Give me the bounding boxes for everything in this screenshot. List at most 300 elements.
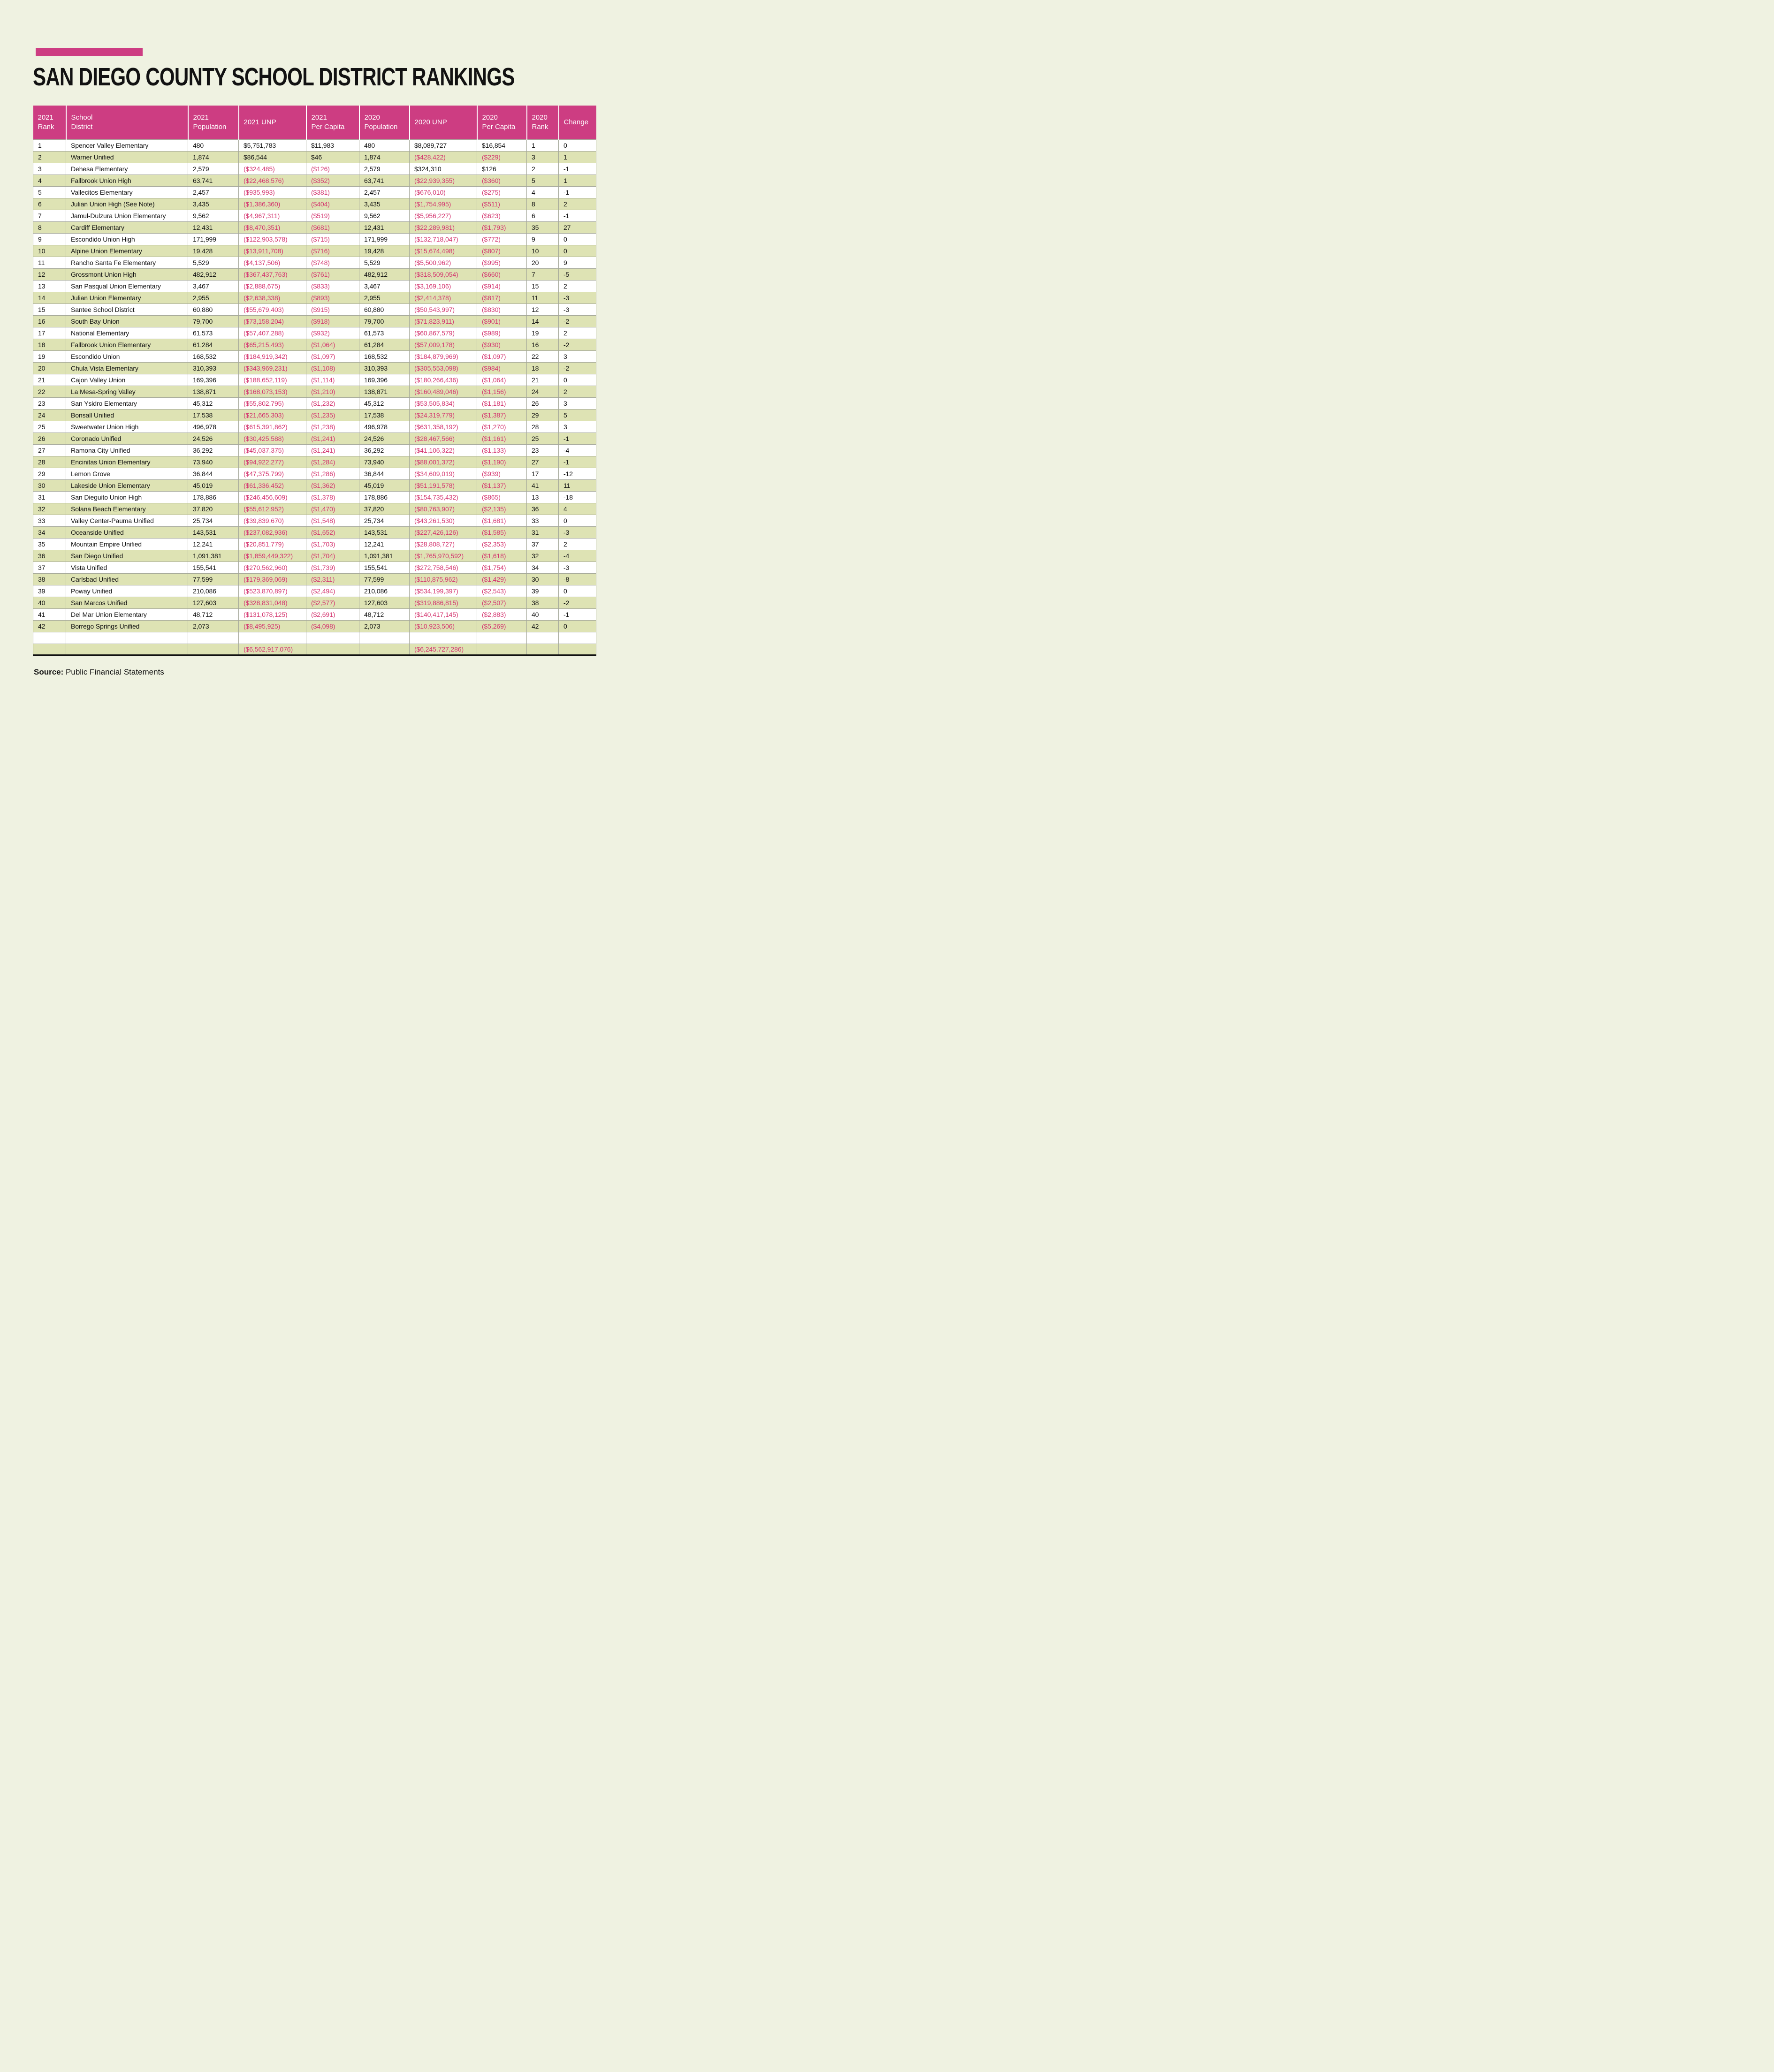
table-cell: 61,573 — [188, 327, 239, 339]
table-cell: 30 — [33, 479, 66, 491]
table-cell: 0 — [559, 245, 596, 257]
table-cell: 169,396 — [188, 374, 239, 386]
table-cell: ($715) — [306, 233, 359, 245]
table-cell: 18 — [33, 339, 66, 350]
table-cell: ($807) — [477, 245, 527, 257]
table-cell: 35 — [33, 538, 66, 550]
table-cell: ($2,883) — [477, 608, 527, 620]
table-cell: ($6,562,917,076) — [239, 644, 306, 655]
table-cell: ($2,888,675) — [239, 280, 306, 292]
table-cell — [66, 632, 188, 644]
table-cell: ($5,500,962) — [410, 257, 477, 268]
table-cell: 34 — [33, 526, 66, 538]
table-cell: ($272,758,546) — [410, 562, 477, 573]
table-cell: -1 — [559, 163, 596, 175]
table-cell: 29 — [33, 468, 66, 479]
table-cell: ($184,919,342) — [239, 350, 306, 362]
spacer-row — [33, 632, 596, 644]
table-cell: 18 — [527, 362, 559, 374]
table-cell: 12 — [33, 268, 66, 280]
table-cell: 178,886 — [359, 491, 410, 503]
table-cell: 7 — [33, 210, 66, 221]
table-cell: ($2,638,338) — [239, 292, 306, 304]
table-cell: -1 — [559, 456, 596, 468]
table-cell: 77,599 — [188, 573, 239, 585]
table-cell — [66, 644, 188, 655]
column-header: 2020 UNP — [410, 106, 477, 139]
column-header: 2020 Population — [359, 106, 410, 139]
table-cell: Oceanside Unified — [66, 526, 188, 538]
table-cell: 9 — [33, 233, 66, 245]
table-cell: 10 — [33, 245, 66, 257]
table-cell: ($275) — [477, 186, 527, 198]
table-cell: 38 — [527, 597, 559, 608]
table-cell: ($5,269) — [477, 620, 527, 632]
table-row — [33, 327, 596, 339]
table-cell: ($748) — [306, 257, 359, 268]
table-cell: 1 — [33, 139, 66, 151]
rankings-table — [33, 106, 596, 656]
table-cell: ($10,923,506) — [410, 620, 477, 632]
table-row — [33, 175, 596, 186]
table-cell: ($1,114) — [306, 374, 359, 386]
table-cell: ($915) — [306, 304, 359, 315]
table-row — [33, 409, 596, 421]
table-cell: ($817) — [477, 292, 527, 304]
table-cell — [188, 644, 239, 655]
table-row — [33, 210, 596, 221]
table-cell: ($1,284) — [306, 456, 359, 468]
table-cell: 13 — [33, 280, 66, 292]
table-cell: San Pasqual Union Elementary — [66, 280, 188, 292]
table-cell: 8 — [33, 221, 66, 233]
table-cell: ($1,286) — [306, 468, 359, 479]
table-row — [33, 280, 596, 292]
table-cell: 2 — [33, 151, 66, 163]
table-row — [33, 386, 596, 397]
table-cell: Alpine Union Elementary — [66, 245, 188, 257]
table-cell: 11 — [527, 292, 559, 304]
table-cell: ($1,585) — [477, 526, 527, 538]
table-cell: 48,712 — [359, 608, 410, 620]
table-cell: 77,599 — [359, 573, 410, 585]
table-cell: 6 — [527, 210, 559, 221]
table-cell: ($39,839,670) — [239, 515, 306, 526]
table-cell: 37 — [33, 562, 66, 573]
table-cell: 6 — [33, 198, 66, 210]
table-cell: 12,431 — [188, 221, 239, 233]
table-cell: ($4,098) — [306, 620, 359, 632]
table-cell: ($1,232) — [306, 397, 359, 409]
table-cell: 37,820 — [188, 503, 239, 515]
table-row — [33, 479, 596, 491]
table-cell: 24 — [33, 409, 66, 421]
table-cell: Jamul-Dulzura Union Elementary — [66, 210, 188, 221]
table-cell: ($1,108) — [306, 362, 359, 374]
table-cell: Grossmont Union High — [66, 268, 188, 280]
page — [0, 0, 629, 734]
table-cell: ($1,133) — [477, 444, 527, 456]
table-cell: 33 — [527, 515, 559, 526]
table-cell: 22 — [527, 350, 559, 362]
table-cell: ($761) — [306, 268, 359, 280]
table-cell: ($94,922,277) — [239, 456, 306, 468]
table-cell: ($1,429) — [477, 573, 527, 585]
table-cell: ($623) — [477, 210, 527, 221]
table-cell: 3 — [559, 421, 596, 433]
table-cell: -8 — [559, 573, 596, 585]
table-cell: ($227,426,126) — [410, 526, 477, 538]
table-cell: 36 — [527, 503, 559, 515]
table-cell: 3 — [559, 350, 596, 362]
table-cell: 45,019 — [359, 479, 410, 491]
table-cell: ($352) — [306, 175, 359, 186]
table-cell: ($3,169,106) — [410, 280, 477, 292]
table-cell: ($1,387) — [477, 409, 527, 421]
table-cell: $11,983 — [306, 139, 359, 151]
table-cell: 37,820 — [359, 503, 410, 515]
table-cell: 14 — [33, 292, 66, 304]
table-cell: 19 — [33, 350, 66, 362]
table-cell: 2,579 — [188, 163, 239, 175]
table-cell: 60,880 — [359, 304, 410, 315]
table-cell: ($270,562,960) — [239, 562, 306, 573]
table-cell: Rancho Santa Fe Elementary — [66, 257, 188, 268]
table-cell: Borrego Springs Unified — [66, 620, 188, 632]
table-cell: 310,393 — [188, 362, 239, 374]
table-cell: ($1,241) — [306, 433, 359, 444]
table-cell: ($4,967,311) — [239, 210, 306, 221]
table-row — [33, 585, 596, 597]
table-cell: 41 — [33, 608, 66, 620]
table-row — [33, 350, 596, 362]
table-cell: ($1,097) — [306, 350, 359, 362]
table-cell: 2,579 — [359, 163, 410, 175]
table-cell: -3 — [559, 562, 596, 573]
table-cell: ($126) — [306, 163, 359, 175]
table-cell: 480 — [188, 139, 239, 151]
table-cell: 0 — [559, 620, 596, 632]
table-cell: Coronado Unified — [66, 433, 188, 444]
table-cell: 11 — [559, 479, 596, 491]
table-cell: ($24,319,779) — [410, 409, 477, 421]
table-cell: ($360) — [477, 175, 527, 186]
table-cell: 171,999 — [188, 233, 239, 245]
table-cell: ($1,754) — [477, 562, 527, 573]
table-cell: ($55,679,403) — [239, 304, 306, 315]
table-cell: 23 — [527, 444, 559, 456]
table-cell: 210,086 — [188, 585, 239, 597]
table-cell: ($660) — [477, 268, 527, 280]
table-cell: ($519) — [306, 210, 359, 221]
table-row — [33, 139, 596, 151]
table-cell: ($55,802,795) — [239, 397, 306, 409]
table-row — [33, 339, 596, 350]
table-row — [33, 456, 596, 468]
table-row — [33, 503, 596, 515]
table-cell: ($1,704) — [306, 550, 359, 562]
table-cell — [359, 644, 410, 655]
table-cell: -2 — [559, 597, 596, 608]
table-cell: 1 — [559, 175, 596, 186]
table-cell: 42 — [33, 620, 66, 632]
table-row — [33, 538, 596, 550]
table-cell: ($160,489,046) — [410, 386, 477, 397]
table-cell: ($930) — [477, 339, 527, 350]
table-cell: 17 — [527, 468, 559, 479]
table-cell: ($131,078,125) — [239, 608, 306, 620]
table-cell: 21 — [33, 374, 66, 386]
table-cell: 127,603 — [188, 597, 239, 608]
table-cell: 138,871 — [359, 386, 410, 397]
table-row — [33, 433, 596, 444]
table-cell: 5 — [559, 409, 596, 421]
table-cell: 17 — [33, 327, 66, 339]
table-row — [33, 186, 596, 198]
table-cell — [559, 632, 596, 644]
table-cell: -1 — [559, 608, 596, 620]
table-row — [33, 550, 596, 562]
table-cell: 63,741 — [188, 175, 239, 186]
table-cell: ($1,378) — [306, 491, 359, 503]
table-cell: 1,091,381 — [359, 550, 410, 562]
table-cell: ($534,199,397) — [410, 585, 477, 597]
table-cell: 9,562 — [359, 210, 410, 221]
table-cell: 2 — [559, 327, 596, 339]
table-cell: 143,531 — [188, 526, 239, 538]
table-cell: 25 — [33, 421, 66, 433]
table-cell: ($184,879,969) — [410, 350, 477, 362]
table-row — [33, 444, 596, 456]
table-cell: 19,428 — [359, 245, 410, 257]
table-cell: ($319,886,815) — [410, 597, 477, 608]
table-row — [33, 562, 596, 573]
table-cell: 11 — [33, 257, 66, 268]
table-cell: ($21,665,303) — [239, 409, 306, 421]
table-cell: ($772) — [477, 233, 527, 245]
table-cell: ($2,691) — [306, 608, 359, 620]
table-row — [33, 151, 596, 163]
table-cell: 28 — [33, 456, 66, 468]
table-cell: 24 — [527, 386, 559, 397]
table-row — [33, 397, 596, 409]
table-cell: 19,428 — [188, 245, 239, 257]
table-row — [33, 292, 596, 304]
table-cell: ($1,739) — [306, 562, 359, 573]
table-cell: ($2,543) — [477, 585, 527, 597]
table-cell: ($41,106,322) — [410, 444, 477, 456]
table-cell: -1 — [559, 433, 596, 444]
table-cell: ($914) — [477, 280, 527, 292]
table-cell: ($1,238) — [306, 421, 359, 433]
table-cell: 10 — [527, 245, 559, 257]
table-cell: 24,526 — [359, 433, 410, 444]
table-cell: 0 — [559, 515, 596, 526]
table-cell: ($833) — [306, 280, 359, 292]
table-cell: ($45,037,375) — [239, 444, 306, 456]
table-cell: -2 — [559, 339, 596, 350]
table-cell: 0 — [559, 374, 596, 386]
table-cell: ($428,422) — [410, 151, 477, 163]
table-cell: 25 — [527, 433, 559, 444]
table-cell: 38 — [33, 573, 66, 585]
page-title — [33, 64, 596, 90]
column-header: 2021 Per Capita — [306, 106, 359, 139]
table-cell: ($180,266,436) — [410, 374, 477, 386]
table-cell: ($1,161) — [477, 433, 527, 444]
table-cell: ($57,009,178) — [410, 339, 477, 350]
table-cell: 36 — [33, 550, 66, 562]
table-cell: ($88,001,372) — [410, 456, 477, 468]
table-cell: Solana Beach Elementary — [66, 503, 188, 515]
table-cell: ($523,870,897) — [239, 585, 306, 597]
table-row — [33, 468, 596, 479]
table-cell: ($168,073,153) — [239, 386, 306, 397]
table-cell: ($57,407,288) — [239, 327, 306, 339]
table-cell: 7 — [527, 268, 559, 280]
table-cell: ($179,369,069) — [239, 573, 306, 585]
table-row — [33, 315, 596, 327]
table-cell: 3 — [527, 151, 559, 163]
table-cell — [188, 632, 239, 644]
table-cell: Julian Union High (See Note) — [66, 198, 188, 210]
table-cell: 310,393 — [359, 362, 410, 374]
table-cell: ($1,137) — [477, 479, 527, 491]
table-row — [33, 198, 596, 210]
table-cell: 3,435 — [188, 198, 239, 210]
table-cell: ($676,010) — [410, 186, 477, 198]
table-cell: 2,955 — [359, 292, 410, 304]
table-cell: ($1,765,970,592) — [410, 550, 477, 562]
table-cell: 2 — [559, 198, 596, 210]
table-cell: ($1,270) — [477, 421, 527, 433]
table-cell: 36,844 — [188, 468, 239, 479]
table-cell: ($1,652) — [306, 526, 359, 538]
column-header: 2021 Rank — [33, 106, 66, 139]
table-cell: 13 — [527, 491, 559, 503]
table-cell: 2 — [527, 163, 559, 175]
table-cell — [306, 632, 359, 644]
table-cell: ($1,681) — [477, 515, 527, 526]
source-text: Public Financial Statements — [66, 668, 164, 676]
table-cell: 12 — [527, 304, 559, 315]
table-cell: 79,700 — [359, 315, 410, 327]
table-cell: Fallbrook Union Elementary — [66, 339, 188, 350]
table-cell: South Bay Union — [66, 315, 188, 327]
table-cell: 480 — [359, 139, 410, 151]
table-cell: ($71,823,911) — [410, 315, 477, 327]
table-cell: ($1,064) — [306, 339, 359, 350]
table-cell: 1 — [559, 151, 596, 163]
table-cell: -1 — [559, 186, 596, 198]
table-cell: 25,734 — [359, 515, 410, 526]
table-cell: ($1,859,449,322) — [239, 550, 306, 562]
table-cell: 15 — [527, 280, 559, 292]
table-cell: 5 — [527, 175, 559, 186]
table-cell: ($1,793) — [477, 221, 527, 233]
table-cell: 60,880 — [188, 304, 239, 315]
table-cell — [33, 644, 66, 655]
table-cell: Cardiff Elementary — [66, 221, 188, 233]
table-cell: 1,874 — [359, 151, 410, 163]
table-cell: ($22,468,576) — [239, 175, 306, 186]
table-row — [33, 597, 596, 608]
table-cell: 155,541 — [188, 562, 239, 573]
table-cell: $46 — [306, 151, 359, 163]
table-cell: -18 — [559, 491, 596, 503]
table-cell: ($1,241) — [306, 444, 359, 456]
table-cell: $324,310 — [410, 163, 477, 175]
table-cell: 138,871 — [188, 386, 239, 397]
table-cell: 61,573 — [359, 327, 410, 339]
table-cell: 26 — [33, 433, 66, 444]
table-cell: 12,431 — [359, 221, 410, 233]
table-cell — [239, 632, 306, 644]
table-cell: 2 — [559, 538, 596, 550]
table-cell: ($1,156) — [477, 386, 527, 397]
table-cell — [33, 632, 66, 644]
table-cell: 48,712 — [188, 608, 239, 620]
table-cell: ($28,467,566) — [410, 433, 477, 444]
table-cell: Santee School District — [66, 304, 188, 315]
table-cell: ($22,939,355) — [410, 175, 477, 186]
column-header: 2020 Rank — [527, 106, 559, 139]
table-cell: 171,999 — [359, 233, 410, 245]
table-cell: 2,457 — [359, 186, 410, 198]
table-cell: 5,529 — [359, 257, 410, 268]
table-cell: ($328,831,048) — [239, 597, 306, 608]
table-cell: Fallbrook Union High — [66, 175, 188, 186]
table-row — [33, 573, 596, 585]
page-title-text: SAN DIEGO COUNTY SCHOOL DISTRICT RANKINGS — [33, 63, 515, 91]
table-cell: Poway Unified — [66, 585, 188, 597]
table-cell: 178,886 — [188, 491, 239, 503]
table-cell: 9 — [527, 233, 559, 245]
table-cell: 1,091,381 — [188, 550, 239, 562]
table-cell: 169,396 — [359, 374, 410, 386]
table-cell: ($28,808,727) — [410, 538, 477, 550]
table-cell: 20 — [527, 257, 559, 268]
accent-bar — [36, 48, 143, 56]
table-cell: ($80,763,907) — [410, 503, 477, 515]
table-cell — [527, 644, 559, 655]
table-cell: 24,526 — [188, 433, 239, 444]
table-body — [33, 139, 596, 655]
table-cell: 37 — [527, 538, 559, 550]
table-cell: 127,603 — [359, 597, 410, 608]
table-cell: Spencer Valley Elementary — [66, 139, 188, 151]
table-cell: ($34,609,019) — [410, 468, 477, 479]
table-cell: 63,741 — [359, 175, 410, 186]
table-cell: Encinitas Union Elementary — [66, 456, 188, 468]
table-cell: 3 — [559, 397, 596, 409]
table-cell: 29 — [527, 409, 559, 421]
table-row — [33, 233, 596, 245]
table-cell: ($995) — [477, 257, 527, 268]
table-row — [33, 374, 596, 386]
table-cell: ($51,191,578) — [410, 479, 477, 491]
source-label: Source: — [34, 668, 64, 676]
table-cell: 4 — [33, 175, 66, 186]
table-cell: ($381) — [306, 186, 359, 198]
table-cell: -2 — [559, 362, 596, 374]
table-cell: ($2,311) — [306, 573, 359, 585]
table-cell: ($1,190) — [477, 456, 527, 468]
table-cell: 12,241 — [359, 538, 410, 550]
table-cell: Warner Unified — [66, 151, 188, 163]
table-cell — [559, 644, 596, 655]
table-cell: 20 — [33, 362, 66, 374]
